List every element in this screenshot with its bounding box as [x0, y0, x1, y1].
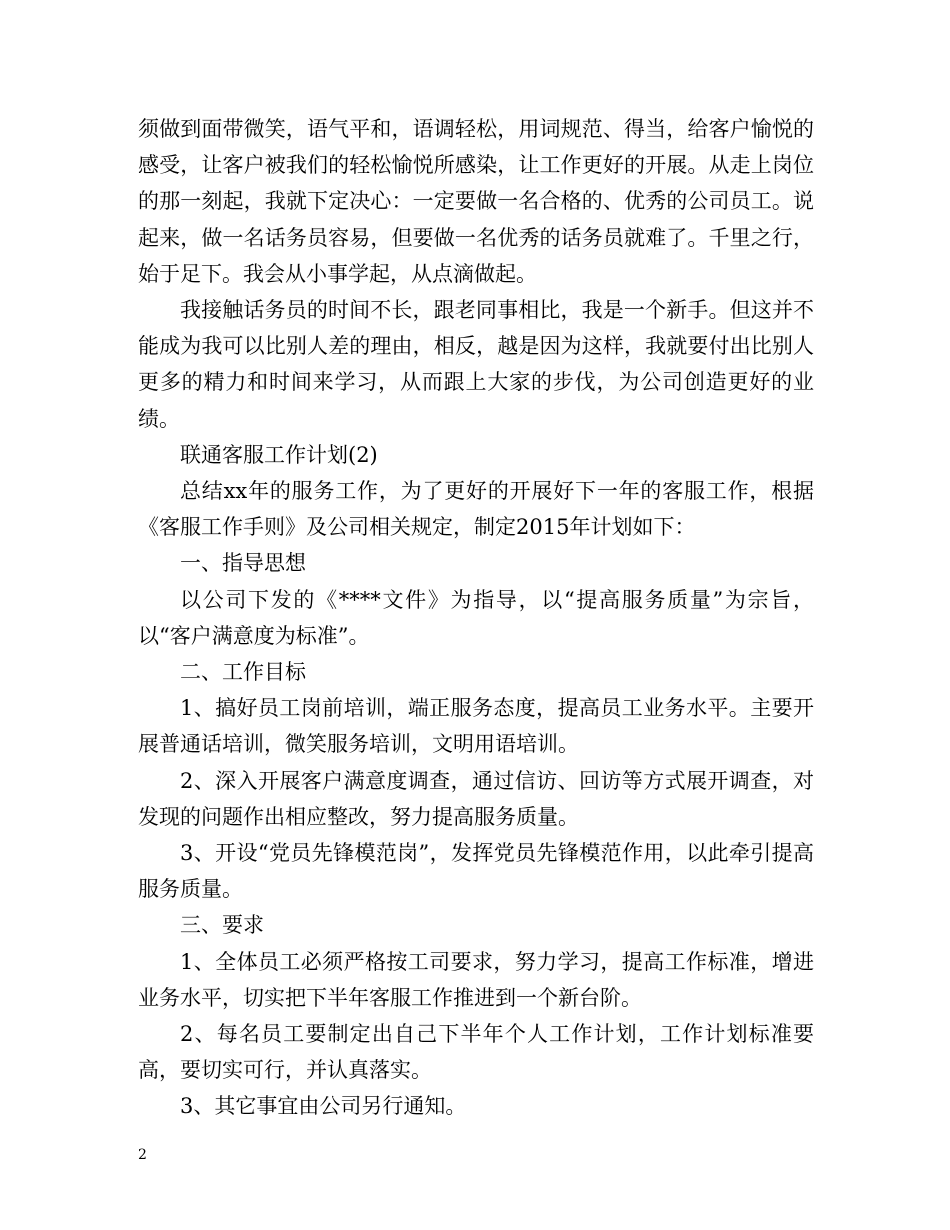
paragraph-1: 须做到面带微笑，语气平和，语调轻松，用词规范、得当，给客户愉悦的感受，让客户被我们的轻松愉悦所感染，让工作更好的开展。从走上岗位的那一刻起，我就下定决心：一定要做一名合格的、优秀的公司员工。说起来，做一名话务员容易，但要做一名优秀的话务员就难了。千里之行，始于足下。我会从小事学起，从点滴做起。 [138, 117, 814, 286]
section-title: 联通客服工作计划(2) [180, 442, 378, 467]
goal-item-2: 2、深入开展客户满意度调查，通过信访、回访等方式展开调查，对发现的问题作出相应整改，努力提高服务质量。 [138, 768, 814, 829]
document-body [138, 111, 814, 1125]
heading-requirements: 三、要求 [180, 913, 264, 938]
paragraph-guiding-thought: 以公司下发的《****文件》为指导，以“提高服务质量”为宗旨，以“客户满意度为标准”。 [138, 587, 814, 648]
goal-item-3: 3、开设“党员先锋模范岗”，发挥党员先锋模范作用，以此牵引提高服务质量。 [138, 841, 814, 902]
paragraph-2: 我接触话务员的时间不长，跟老同事相比，我是一个新手。但这并不能成为我可以比别人差的理由，相反，越是因为这样，我就要付出比别人更多的精力和时间来学习，从而跟上大家的步伐，为公司创造更好的业绩。 [138, 298, 814, 431]
goal-item-1: 1、搞好员工岗前培训，端正服务态度，提高员工业务水平。主要开展普通话培训，微笑服务培训，文明用语培训。 [138, 696, 814, 757]
requirement-item-2: 2、每名员工要制定出自己下半年个人工作计划，工作计划标准要高，要切实可行，并认真落实。 [138, 1022, 814, 1083]
requirement-item-3: 3、其它事宜由公司另行通知。 [180, 1094, 467, 1119]
heading-guiding-thought: 一、指导思想 [180, 551, 306, 576]
page-number: 2 [138, 1147, 147, 1163]
paragraph-intro: 总结xx年的服务工作，为了更好的开展好下一年的客服工作，根据《客服工作手则》及公司相关规定，制定2015年计划如下： [138, 479, 814, 540]
requirement-item-1: 1、全体员工必须严格按工司要求，努力学习，提高工作标准，增进业务水平，切实把下半年客服工作推进到一个新台阶。 [138, 949, 814, 1010]
heading-work-goals: 二、工作目标 [180, 660, 306, 685]
